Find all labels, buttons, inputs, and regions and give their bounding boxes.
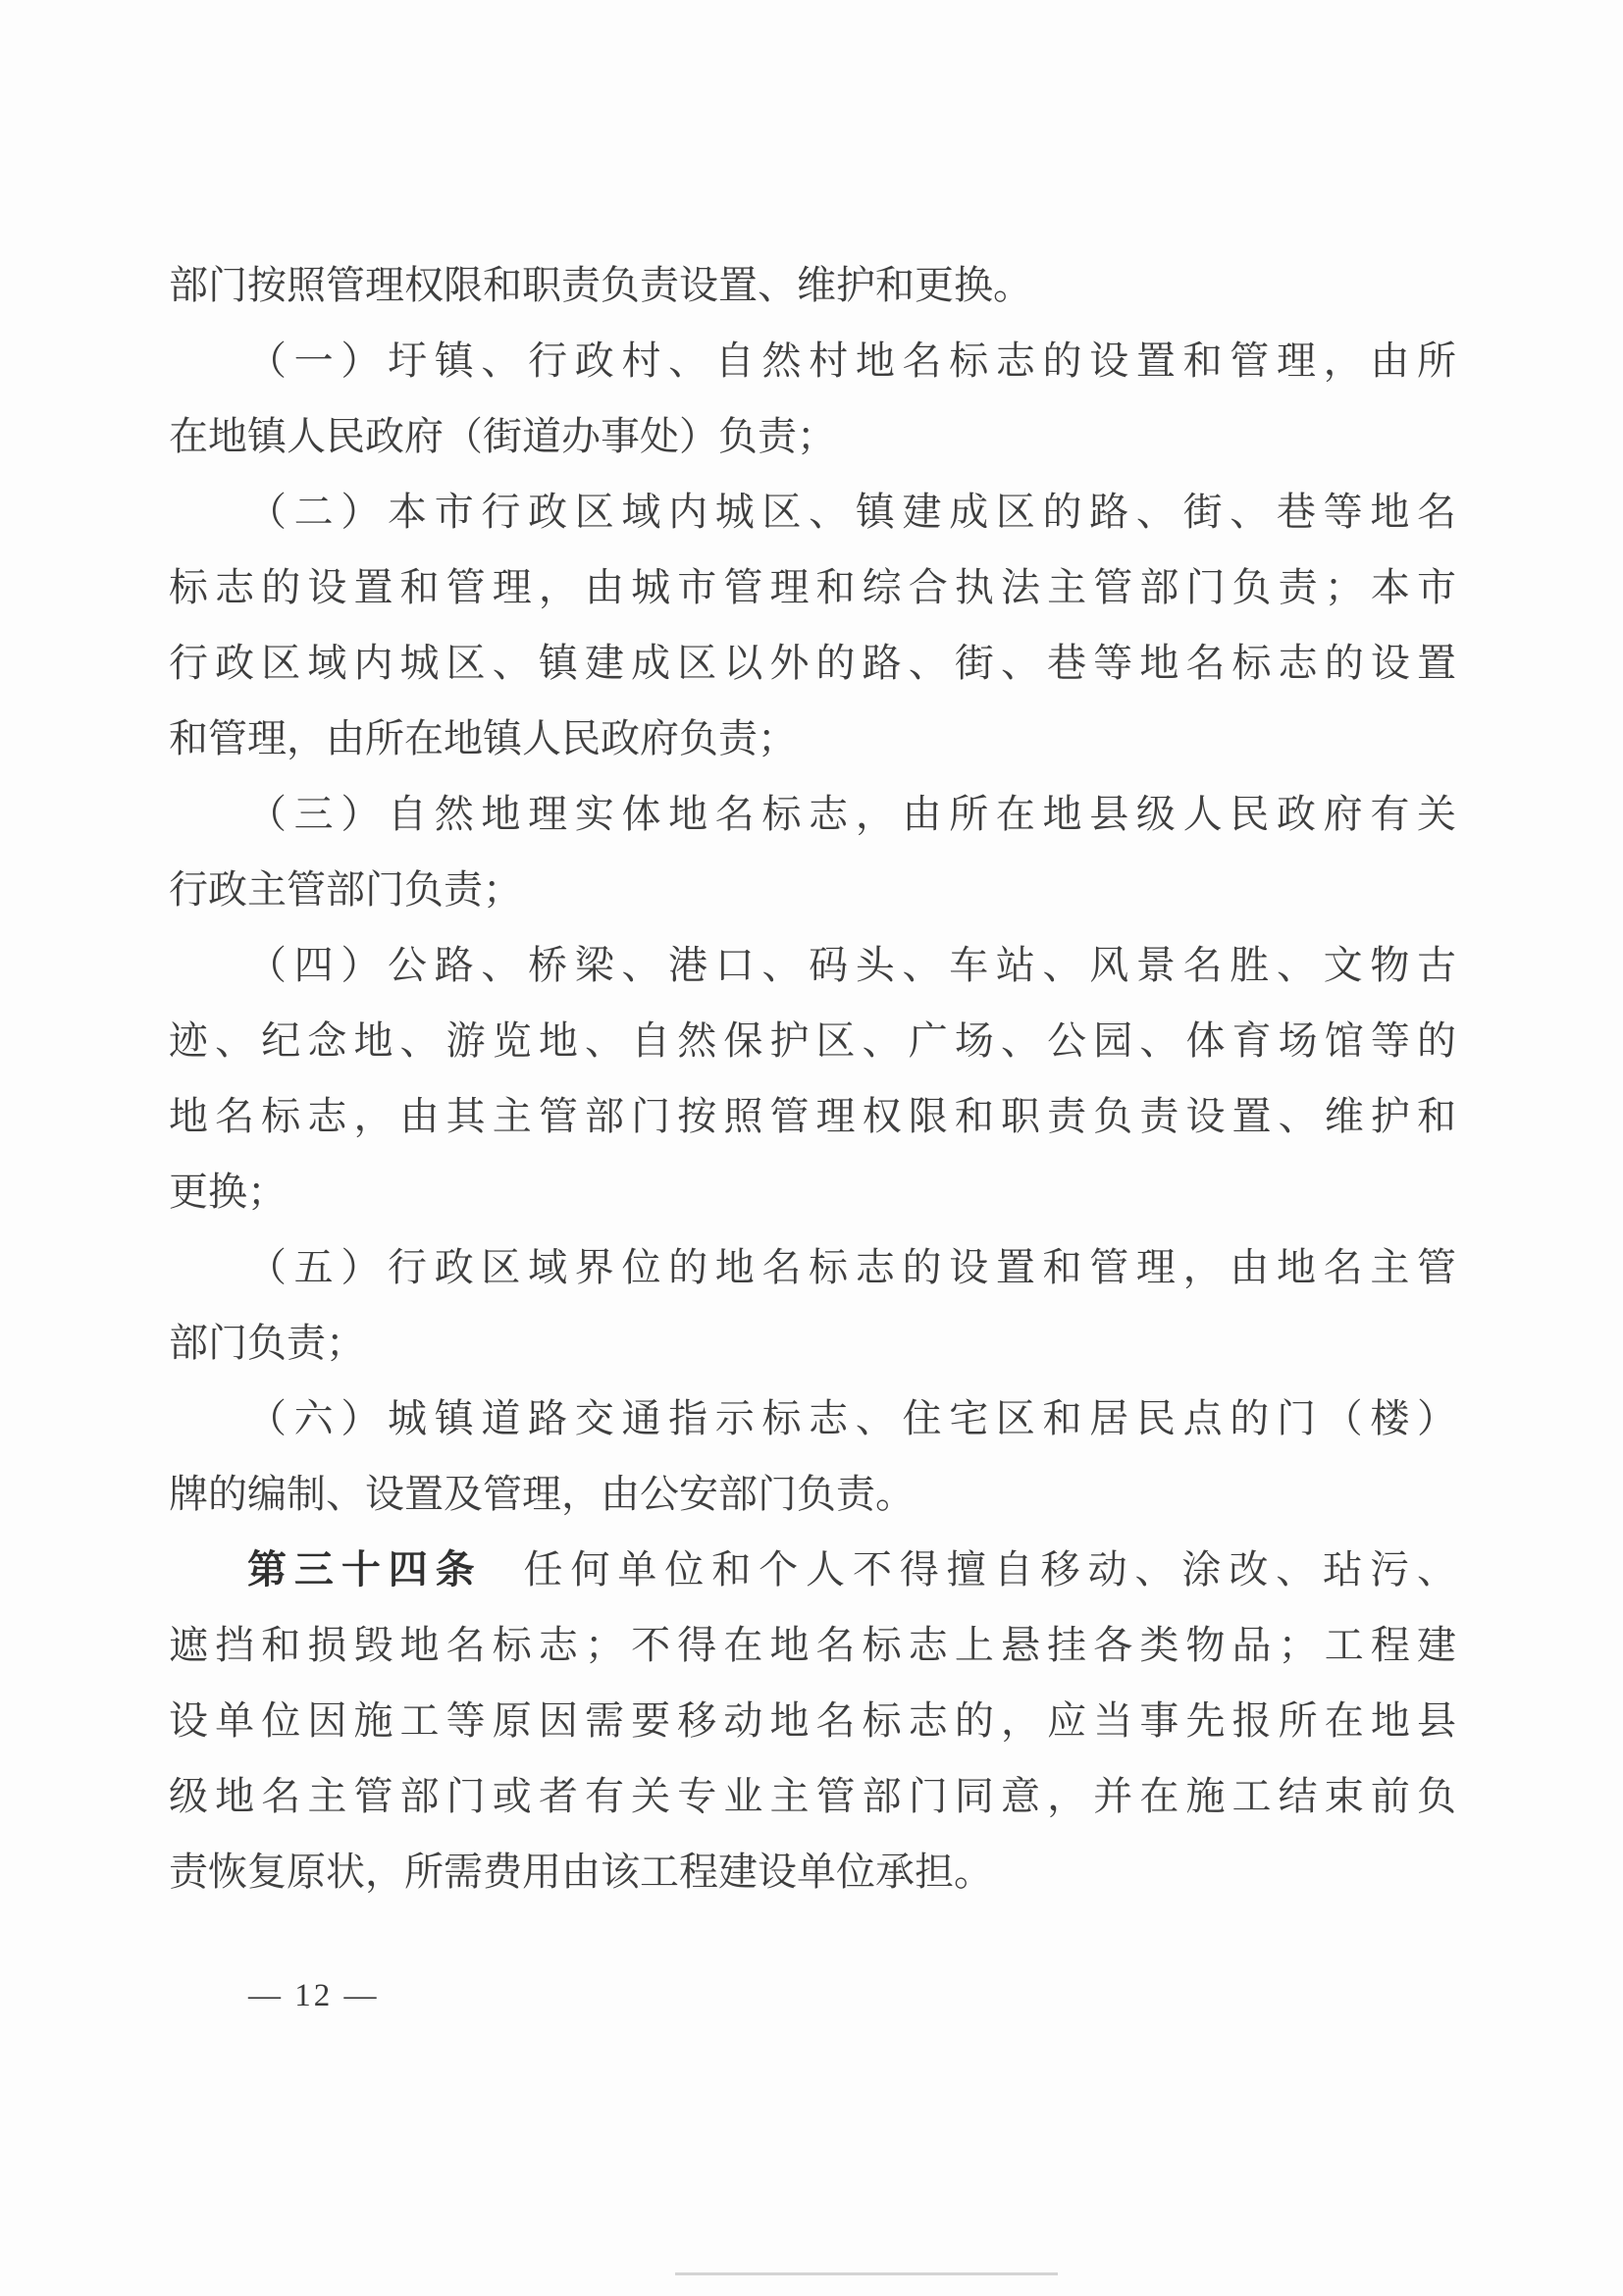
text-line: 行政主管部门负责； [169, 867, 522, 912]
text-line: 标志的设置和管理，由城市管理和综合执法主管部门负责；本市 [169, 565, 1456, 609]
text-line: 级地名主管部门或者有关专业主管部门同意，并在施工结束前负 [169, 1774, 1456, 1818]
text-line: （六）城镇道路交通指示标志、住宅区和居民点的门（楼） [247, 1396, 1456, 1440]
article-number-label: 第三十四条 [247, 1547, 483, 1592]
text-line: 迹、纪念地、游览地、自然保护区、广场、公园、体育场馆等的 [169, 1018, 1456, 1063]
text-line: （三）自然地理实体地名标志，由所在地县级人民政府有关 [247, 792, 1456, 836]
text-line: （四）公路、桥梁、港口、码头、车站、风景名胜、文物古 [247, 943, 1456, 987]
scan-artifact-line [675, 2272, 1058, 2275]
text-line: 部门负责； [169, 1321, 365, 1365]
text-line: 行政区域内城区、镇建成区以外的路、街、巷等地名标志的设置 [169, 641, 1456, 685]
text-line: 设单位因施工等原因需要移动地名标志的，应当事先报所在地县 [169, 1698, 1456, 1743]
document-text-block [169, 247, 1456, 1909]
text-line: （五）行政区域界位的地名标志的设置和管理，由地名主管 [247, 1245, 1456, 1289]
text-line: （一）圩镇、行政村、自然村地名标志的设置和管理，由所 [247, 339, 1456, 383]
text-line: （二）本市行政区域内城区、镇建成区的路、街、巷等地名 [247, 490, 1456, 534]
text-line: 在地镇人民政府（街道办事处）负责； [169, 414, 836, 458]
text-line: 遮挡和损毁地名标志；不得在地名标志上悬挂各类物品；工程建 [169, 1623, 1456, 1667]
text-line: 地名标志，由其主管部门按照管理权限和职责负责设置、维护和 [169, 1094, 1456, 1138]
text-line: 责恢复原状，所需费用由该工程建设单位承担。 [169, 1850, 993, 1894]
page-number-footer: — 12 — [248, 1978, 380, 2013]
text-line-article-34 [169, 1532, 1456, 1607]
text-line: 更换； [169, 1170, 287, 1214]
text-line: 和管理，由所在地镇人民政府负责； [169, 716, 797, 760]
article-body-text: 任何单位和个人不得擅自移动、涂改、玷污、 [515, 1547, 1457, 1592]
text-line: 部门按照管理权限和职责负责设置、维护和更换。 [169, 263, 1032, 307]
text-line: 牌的编制、设置及管理，由公安部门负责。 [169, 1472, 915, 1516]
